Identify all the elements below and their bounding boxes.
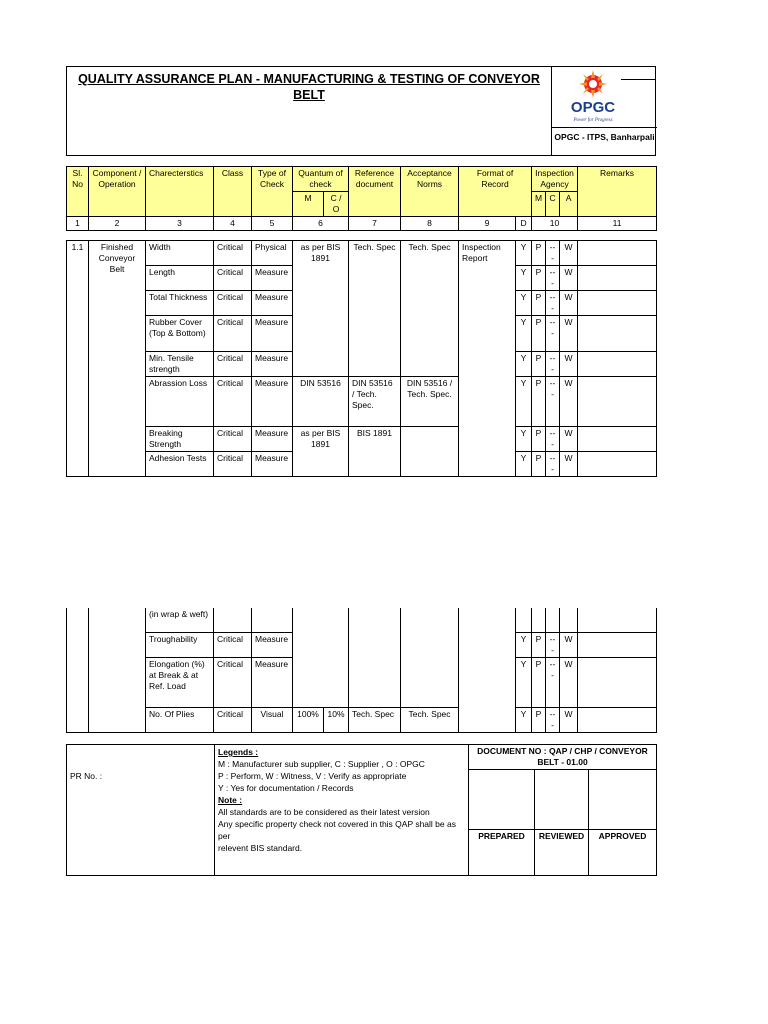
approved-sign (589, 770, 657, 830)
row-m: P (532, 707, 546, 732)
row-m: P (532, 657, 546, 707)
qap-table (66, 240, 657, 477)
row-type: Measure (252, 427, 293, 452)
table-row (67, 427, 657, 452)
row-class: Critical (214, 707, 252, 732)
row-char: Breaking Strength (146, 427, 214, 452)
document-title: QUALITY ASSURANCE PLAN - MANUFACTURING & TESTING OF CONVEYOR BELT (78, 72, 540, 102)
row-c: -- - (546, 657, 560, 707)
row-class: Critical (214, 657, 252, 707)
row-a: W (560, 291, 578, 316)
qap-table-continued (66, 608, 657, 733)
row-a: W (560, 452, 578, 477)
item-format: Inspection Report (459, 241, 516, 477)
row-class (214, 608, 252, 632)
row-type: Measure (252, 657, 293, 707)
row-char: Troughability (146, 632, 214, 657)
logo-wordmark: OPGC (570, 99, 616, 116)
logo-corner-line (621, 79, 655, 80)
row-a: W (560, 241, 578, 266)
row-a: W (560, 377, 578, 427)
row-char: (in wrap & weft) (146, 608, 214, 632)
col-num: 4 (214, 217, 252, 231)
row-class: Critical (214, 452, 252, 477)
title-block (66, 66, 656, 156)
row-d: Y (516, 707, 532, 732)
row-class: Critical (214, 291, 252, 316)
hdr-class: Class (214, 167, 252, 217)
note-line: relevent BIS standard. (218, 843, 303, 853)
hdr-inspection: Inspection Agency (532, 167, 578, 192)
hdr-quantum-m: M (293, 192, 324, 217)
prepared-label: PREPARED (469, 830, 535, 876)
row-char: Adhesion Tests (146, 452, 214, 477)
row-remarks (578, 632, 657, 657)
row-char: Length (146, 266, 214, 291)
hdr-insp-a: A (560, 192, 578, 217)
footer-table (66, 744, 657, 876)
row-d: Y (516, 316, 532, 352)
row-type: Measure (252, 452, 293, 477)
table-row (67, 707, 657, 732)
row-class: Critical (214, 377, 252, 427)
row-quantum: as per BIS 1891 (293, 427, 349, 477)
row-d: Y (516, 266, 532, 291)
row-ref: BIS 1891 (349, 427, 401, 477)
row-d: Y (516, 291, 532, 316)
sun-icon (579, 70, 607, 98)
col-num: 3 (146, 217, 214, 231)
row-d: Y (516, 241, 532, 266)
table-row (67, 241, 657, 266)
row-remarks (578, 608, 657, 632)
org-name: OPGC - ITPS, Banharpali (554, 132, 655, 142)
row-type: Visual (252, 707, 293, 732)
row-char: Total Thickness (146, 291, 214, 316)
row-class: Critical (214, 427, 252, 452)
table-row (67, 377, 657, 427)
row-type: Physical (252, 241, 293, 266)
row-remarks (578, 241, 657, 266)
row-d: Y (516, 427, 532, 452)
col-num: 6 (293, 217, 349, 231)
col-num: 9 (459, 217, 516, 231)
row-remarks (578, 377, 657, 427)
hdr-quantum-co: C / O (324, 192, 349, 217)
row-ref: Tech. Spec (349, 707, 401, 732)
row-remarks (578, 316, 657, 352)
pr-no-cell (67, 745, 215, 876)
row-quantum (293, 608, 349, 707)
row-d: Y (516, 632, 532, 657)
table-row (67, 608, 657, 632)
item-format-cont (459, 608, 516, 732)
row-d: Y (516, 657, 532, 707)
row-ref (349, 608, 401, 707)
item-sl: 1.1 (67, 241, 89, 477)
reviewed-sign (535, 770, 589, 830)
row-a: W (560, 427, 578, 452)
prepared-sign (469, 770, 535, 830)
row-c: -- - (546, 377, 560, 427)
row-remarks (578, 657, 657, 707)
row-remarks (578, 352, 657, 377)
row-remarks (578, 291, 657, 316)
row-a: W (560, 707, 578, 732)
col-num: 2 (89, 217, 146, 231)
item-component: Finished Conveyor Belt (89, 241, 146, 477)
col-num: D (516, 217, 532, 231)
legends-title: Legends : (218, 747, 259, 757)
row-char: Abrassion Loss (146, 377, 214, 427)
row-remarks (578, 707, 657, 732)
hdr-insp-c: C (546, 192, 560, 217)
row-char: Elongation (%) at Break & at Ref. Load (146, 657, 214, 707)
header-table (66, 166, 657, 231)
row-a: W (560, 632, 578, 657)
row-c: -- - (546, 707, 560, 732)
row-c: -- - (546, 316, 560, 352)
reviewed-label: REVIEWED (535, 830, 589, 876)
hdr-characteristics: Charecterstics (146, 167, 214, 217)
col-num: 11 (578, 217, 657, 231)
col-num: 7 (349, 217, 401, 231)
hdr-format: Format of Record (459, 167, 532, 217)
doc-no: DOCUMENT NO : QAP / CHP / CONVEYOR BELT - 01.00 (469, 745, 657, 770)
legend-cell (215, 745, 469, 876)
legend-line: P : Perform, W : Witness, V : Verify as appropriate (218, 771, 407, 781)
row-c: -- - (546, 241, 560, 266)
pr-no-label: PR No. : (70, 771, 103, 781)
logo-tagline: Power for Progress (573, 118, 613, 123)
hdr-reference: Reference document (349, 167, 401, 217)
legend-line: M : Manufacturer sub supplier, C : Supplier , O : OPGC (218, 759, 425, 769)
row-d: Y (516, 452, 532, 477)
logo-corner-line-v (655, 79, 656, 91)
row-class: Critical (214, 241, 252, 266)
item-component-cont (89, 608, 146, 732)
row-remarks (578, 427, 657, 452)
row-d: Y (516, 352, 532, 377)
org-cell (551, 127, 657, 156)
row-char: Width (146, 241, 214, 266)
row-c: -- - (546, 266, 560, 291)
row-c: -- - (546, 352, 560, 377)
row-class: Critical (214, 632, 252, 657)
row-type: Measure (252, 316, 293, 352)
row-char: Min. Tensile strength (146, 352, 214, 377)
row-quantum-co: 10% (324, 707, 349, 732)
col-num: 5 (252, 217, 293, 231)
row-acc: DIN 53516 / Tech. Spec. (401, 377, 459, 427)
row-remarks (578, 266, 657, 291)
row-quantum: DIN 53516 (293, 377, 349, 427)
row-type: Measure (252, 377, 293, 427)
hdr-insp-m: M (532, 192, 546, 217)
row-m: P (532, 291, 546, 316)
row-a (560, 608, 578, 632)
legend-line: Y : Yes for documentation / Records (218, 783, 354, 793)
hdr-acceptance: Acceptance Norms (401, 167, 459, 217)
item-sl-cont (67, 608, 89, 732)
row-c: -- - (546, 427, 560, 452)
row-acc (401, 608, 459, 707)
row-a: W (560, 266, 578, 291)
row-m: P (532, 632, 546, 657)
hdr-quantum: Quantum of check (293, 167, 349, 192)
row-m: P (532, 241, 546, 266)
row-m: P (532, 427, 546, 452)
hdr-type-of-check: Type of Check (252, 167, 293, 217)
row-type: Measure (252, 352, 293, 377)
hdr-component: Component / Operation (89, 167, 146, 217)
row-c: -- - (546, 452, 560, 477)
row-a: W (560, 316, 578, 352)
row-m: P (532, 352, 546, 377)
row-ref: Tech. Spec (349, 241, 401, 377)
logo-divider (551, 67, 552, 127)
approved-label: APPROVED (589, 830, 657, 876)
row-c: -- - (546, 632, 560, 657)
row-ref: DIN 53516 / Tech. Spec. (349, 377, 401, 427)
row-c (546, 608, 560, 632)
row-type: Measure (252, 632, 293, 657)
note-line: Any specific property check not covered in this QAP shall be as per (218, 819, 456, 841)
note-line: All standards are to be considered as their latest version (218, 807, 430, 817)
row-a: W (560, 352, 578, 377)
row-m (532, 608, 546, 632)
row-char: No. Of Plies (146, 707, 214, 732)
row-m: P (532, 377, 546, 427)
row-acc (401, 427, 459, 477)
col-num: 10 (532, 217, 578, 231)
row-d (516, 608, 532, 632)
opgc-logo (557, 69, 627, 125)
row-class: Critical (214, 352, 252, 377)
col-num: 8 (401, 217, 459, 231)
row-m: P (532, 452, 546, 477)
row-quantum-m: 100% (293, 707, 324, 732)
row-remarks (578, 452, 657, 477)
row-acc: Tech. Spec (401, 707, 459, 732)
row-acc: Tech. Spec (401, 241, 459, 377)
row-type: Measure (252, 266, 293, 291)
row-a: W (560, 657, 578, 707)
row-char: Rubber Cover (Top & Bottom) (146, 316, 214, 352)
col-num: 1 (67, 217, 89, 231)
row-d: Y (516, 377, 532, 427)
row-type (252, 608, 293, 632)
row-m: P (532, 266, 546, 291)
row-class: Critical (214, 316, 252, 352)
row-quantum: as per BIS 1891 (293, 241, 349, 377)
row-c: -- - (546, 291, 560, 316)
row-type: Measure (252, 291, 293, 316)
hdr-remarks: Remarks (578, 167, 657, 217)
hdr-sl-no: Sl. No (67, 167, 89, 217)
note-title: Note : (218, 795, 243, 805)
row-m: P (532, 316, 546, 352)
row-class: Critical (214, 266, 252, 291)
